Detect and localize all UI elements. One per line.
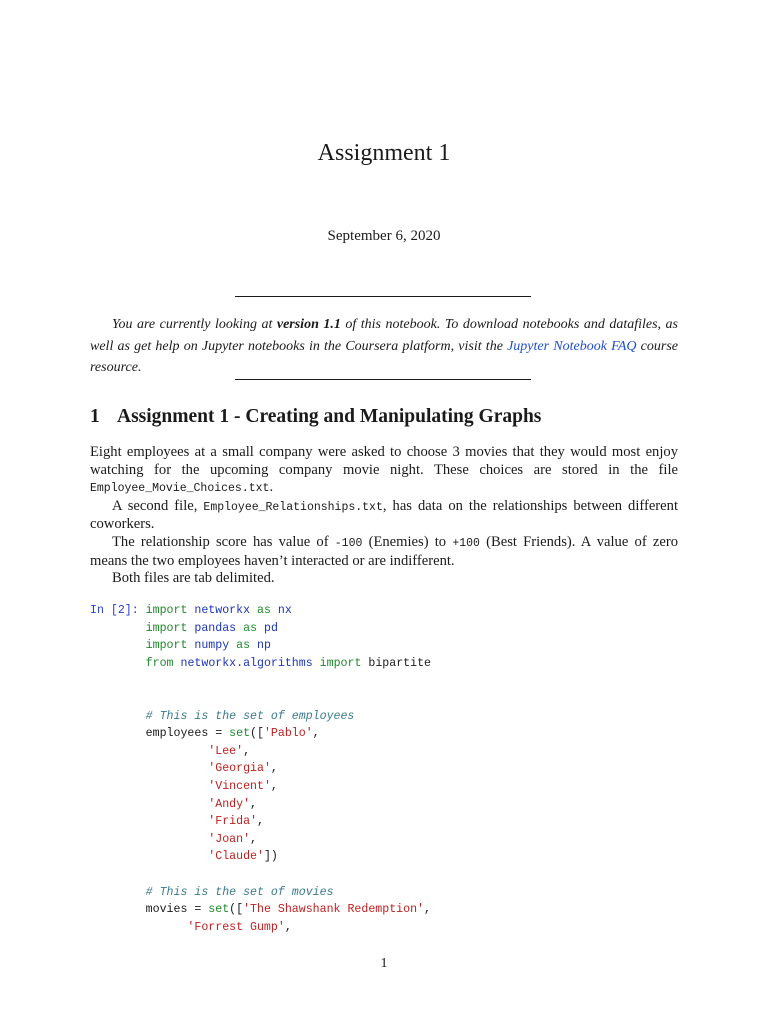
employee-item: 'Joan': [208, 832, 251, 846]
document-date: September 6, 2020: [327, 228, 441, 244]
kw-import: import: [319, 656, 362, 670]
code-line-4: [90, 655, 710, 673]
employee-item: 'Vincent': [208, 779, 271, 793]
code-cell[interactable]: [90, 602, 710, 936]
paragraph-3-post: (Best Friends). A value of zero means the two employees haven’t interacted or are indifferent.: [90, 533, 678, 569]
comma: ,: [256, 815, 264, 829]
code-blank-line: [90, 866, 710, 884]
employees-assign: employees =: [145, 727, 230, 741]
section-number: 1: [90, 406, 100, 427]
movie-item: 'Forrest Gump': [187, 920, 285, 934]
code-line-2: [90, 620, 710, 638]
paragraph-3: [90, 534, 678, 570]
employee-item: 'Claude': [208, 850, 264, 864]
kw-as: as: [243, 621, 258, 635]
module-pandas: pandas: [194, 621, 237, 635]
kw-from: from: [145, 656, 174, 670]
code-line-employee: [90, 831, 710, 849]
employee-item: 'Andy': [208, 797, 251, 811]
comma: ,: [250, 797, 257, 811]
close-list: ]): [263, 850, 278, 864]
code-line-employee: [90, 760, 710, 778]
builtin-set: set: [208, 903, 230, 917]
paragraph-1-end: .: [269, 479, 274, 496]
section-title: Assignment 1 - Creating and Manipulating Graphs: [117, 406, 542, 427]
kw-import: import: [145, 639, 188, 653]
code-blank-line: [90, 672, 710, 690]
code-line-employee: [90, 813, 710, 831]
movies-assign: movies =: [145, 903, 209, 917]
module-algorithms: networkx.algorithms: [180, 656, 313, 670]
comma: ,: [424, 903, 431, 917]
notice-version: version 1.1: [276, 317, 341, 332]
employee-item: 'Georgia': [208, 762, 271, 776]
score-max: +100: [452, 536, 480, 550]
code-line-movie: [90, 919, 710, 937]
notice-pre: You are currently looking at: [112, 317, 277, 332]
comma: ,: [270, 779, 278, 793]
alias-np: np: [257, 639, 271, 653]
code-line-employees: [90, 725, 710, 743]
open-list: ([: [229, 903, 244, 917]
code-line-employee: [90, 848, 710, 866]
alias-nx: nx: [277, 604, 292, 617]
bottom-divider: [235, 379, 531, 380]
comma: ,: [270, 762, 278, 776]
kw-as: as: [236, 639, 251, 653]
comma: ,: [250, 832, 257, 846]
paragraph-2-pre: A second file,: [112, 497, 204, 514]
code-line-3: [90, 637, 710, 655]
employee-item: 'Pablo': [263, 727, 313, 741]
filename-movie-choices: Employee_Movie_Choices.txt: [90, 482, 270, 496]
movie-item: 'The Shawshank Redemption': [243, 903, 424, 917]
open-list: ([: [250, 727, 264, 741]
code-line-employee: [90, 796, 710, 814]
page-number: 1: [380, 956, 388, 971]
employee-item: 'Frida': [208, 815, 257, 829]
code-line-1: [90, 602, 710, 620]
faq-link[interactable]: Jupyter Notebook FAQ: [507, 338, 637, 354]
kw-as: as: [257, 604, 271, 617]
notice-mid: of this notebook. To download notebooks and datafiles, as well as get help on Jupyter notebooks in the Coursera platform, visit the: [90, 317, 679, 354]
code-line-employee: [90, 743, 710, 761]
paragraph-4: Both files are tab delimited.: [112, 570, 275, 587]
comma: ,: [243, 744, 251, 758]
section-heading: [90, 406, 690, 428]
employee-item: 'Lee': [208, 744, 244, 758]
comma: ,: [284, 920, 292, 934]
comment-movies: # This is the set of movies: [145, 885, 334, 899]
code-line-comment-employees: [90, 708, 710, 726]
module-numpy: numpy: [194, 639, 230, 653]
code-line-movies: [90, 901, 710, 919]
name-bipartite: bipartite: [368, 656, 431, 670]
alias-pd: pd: [264, 621, 278, 635]
kw-import: import: [145, 604, 188, 617]
document-title: Assignment 1: [317, 140, 451, 166]
module-networkx: networkx: [194, 604, 251, 617]
builtin-set: set: [229, 727, 251, 741]
top-divider: [235, 296, 531, 297]
body-text: [90, 444, 678, 588]
paragraph-1-text: Eight employees at a small company were asked to choose 3 movies that they would most enjoy watching for the upcoming company movie night. These choices are stored in the file: [90, 444, 678, 478]
filename-relationships: Employee_Relationships.txt: [203, 500, 383, 514]
notice-post: course resource.: [90, 338, 679, 375]
comment-employees: # This is the set of employees: [145, 709, 355, 723]
paragraph-1: [90, 444, 678, 498]
code-line-comment-movies: [90, 884, 710, 902]
paragraph-3-mid: (Enemies) to: [362, 533, 453, 550]
paragraph-2-post: , has data on the relationships between different coworkers.: [90, 497, 678, 533]
comma: ,: [312, 727, 320, 741]
version-notice: [90, 314, 678, 379]
score-min: -100: [334, 536, 363, 550]
kw-import: import: [145, 621, 188, 635]
paragraph-3-pre: The relationship score has value of: [112, 533, 335, 550]
code-line-employee: [90, 778, 710, 796]
cell-prompt: In [2]:: [90, 604, 139, 617]
code-blank-line: [90, 690, 710, 708]
paragraph-2: [90, 498, 678, 534]
